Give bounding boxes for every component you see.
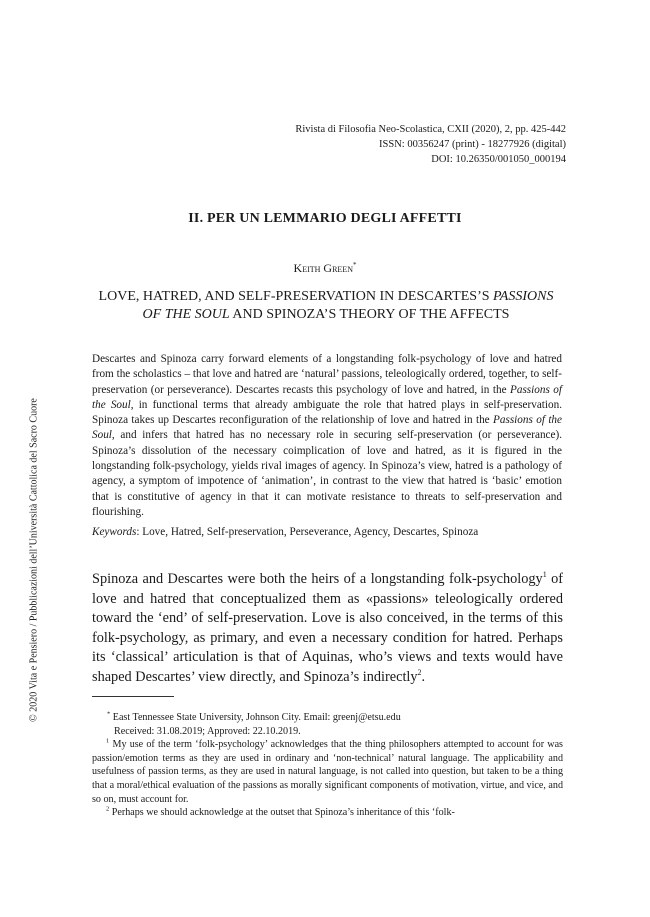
article-title-part: AND SPINOZA’S THEORY OF THE AFFECTS [229, 307, 510, 322]
abstract [92, 352, 562, 520]
keywords [92, 525, 562, 540]
section-title: II. PER UN LEMMARIO DEGLI AFFETTI [188, 211, 462, 226]
article-title-part: LOVE, HATRED, AND SELF-PRESERVATION IN DESCARTES’S [98, 289, 494, 304]
footnote-ref[interactable]: 2 [417, 668, 422, 678]
journal-citation [295, 122, 566, 167]
article-title-italic: PASSIONS OF THE SOUL [142, 289, 554, 322]
body-text: . [421, 668, 426, 685]
article-title [90, 288, 562, 324]
abstract-text: , and infers that hatred has no necessary role in securing self-preservation (or perseverance). Spinoza’s dissolution of the necessary coimplication of love and hatred, as it is figured in the longstanding folk-psychology, yields rival images of agency. In Spinoza’s view, hatred is a pathology of agency, a symptom of impotence of ‘animation’, in contrast to the view that hatred is ‘basic’ emotion that is constitutive of agency in that it can motivate resistance to threats to self-preservation and flourishing. [92, 429, 562, 518]
footnote-mark: * [107, 710, 111, 718]
journal-issn-line: ISSN: 00356247 (print) - 18277926 (digital) [379, 139, 566, 150]
footnote-2 [92, 806, 563, 820]
footnote-mark: 2 [106, 805, 110, 813]
keywords-text: : Love, Hatred, Self-preservation, Perseverance, Agency, Descartes, Spinoza [136, 526, 479, 538]
author-footnote-mark: * [352, 261, 357, 269]
journal-doi-line: DOI: 10.26350/001050_000194 [431, 154, 566, 165]
body-text: Spinoza and Descartes were both the heirs of a longstanding folk-psychology [92, 571, 543, 587]
abstract-italic: Passions of the Soul [92, 414, 562, 442]
footnote-divider [92, 696, 174, 697]
author-name-text: Keith Green [293, 261, 353, 275]
footnote-affiliation [92, 711, 563, 738]
received-text: Received: 31.08.2019; Approved: 22.10.2019. [114, 725, 301, 737]
copyright-text: © 2020 Vita e Pensiero / Pubblicazioni dell’Università Cattolica del Sacro Cuore [28, 398, 40, 722]
affiliation-text: East Tennessee State University, Johnson City. Email: greenj@etsu.edu [110, 712, 401, 723]
footnote-mark: 1 [106, 737, 110, 745]
footnote-text: Perhaps we should acknowledge at the outset that Spinoza’s inheritance of this ‘folk- [109, 807, 455, 819]
journal-citation-line: Rivista di Filosofia Neo-Scolastica, CXII (2020), 2, pp. 425-442 [295, 124, 566, 135]
abstract-italic: Passions of the Soul [92, 383, 562, 411]
body-text: of love and hatred that conceptualized them as «passions» teleologically ordered toward the ‘end’ of self-preservation. Love is also conceived, in the terms of this folk-psychology, as primary, and even a necessary condition for hatred. Perhaps its ‘classical’ articulation is that of Aquinas, who’s views and texts would have shaped Descartes’ view directly, and Spinoza’s indirectly [92, 571, 564, 685]
keywords-label: Keywords [92, 526, 137, 538]
abstract-text: , in functional terms that already ambiguate the role that hatred plays in self-preservation. Spinoza takes up Descartes reconfiguration of the relationship of love and hatred in the [92, 398, 562, 427]
body-paragraph [92, 570, 563, 688]
footnote-1 [92, 738, 563, 806]
footnotes [92, 711, 563, 820]
author-name [0, 261, 650, 276]
footnote-text: My use of the term ‘folk-psychology’ acknowledges that the thing philosophers attempted to account for was passion/emotion terms as they are used in ordinary and ‘non-technical’ natural language. The applicability and usefulness of passion terms, as they are used in natural language, is not called into question, but taken to be a thing that a moral/ethical evaluation of the passions as morally significant components of motivation, virtue, and vice, and so on, must account for. [92, 739, 563, 805]
abstract-text: Descartes and Spinoza carry forward elements of a longstanding folk-psychology of love and hatred from the scholastics – that love and hatred are ‘natural’ passions, teleologically ordered, together, to self-preservation (or perseverance). Descartes recasts this psychology of love and hatred, in the [92, 353, 562, 396]
footnote-ref[interactable]: 1 [542, 570, 547, 580]
